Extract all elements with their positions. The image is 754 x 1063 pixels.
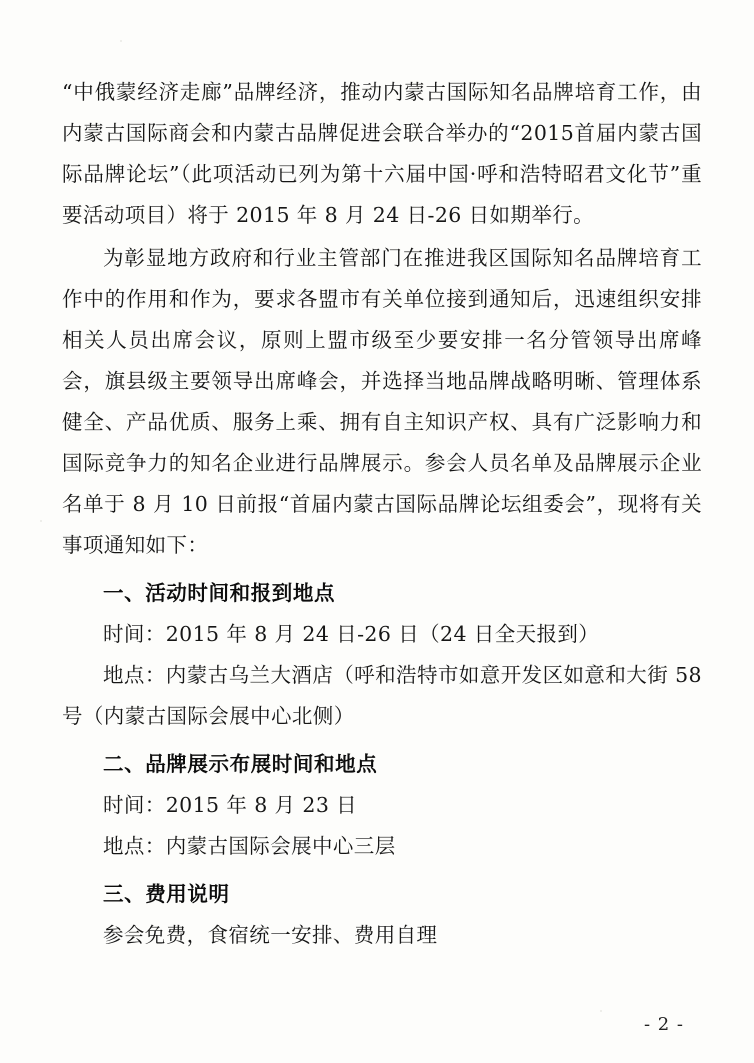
section-1-line-1: 时间：2015 年 8 月 24 日-26 日（24 日全天报到）: [103, 622, 600, 646]
paper-speck: [40, 520, 42, 522]
paper-speck: [120, 40, 122, 42]
document-body: [62, 72, 702, 956]
section-2-line-2: 地点：内蒙古国际会展中心三层: [103, 834, 396, 858]
paragraph-2: 为彰显地方政府和行业主管部门在推进我区国际知名品牌培育工作中的作用和作为，要求各盟市有关单位接到通知后，迅速组织安排相关人员出席会议，原则上盟市级至少要安排一名分管领导出席峰会，旗县级主要领导出席峰会，并选择当地品牌战略明晰、管理体系健全、产品优质、服务上乘、拥有自主知识产权、具有广泛影响力和国际竞争力的知名企业进行品牌展示。参会人员名单及品牌展示企业名单于 8 月 10 日前报“首届内蒙古国际品牌论坛组委会”，现将有关事项通知如下：: [62, 246, 702, 557]
page-number: - 2 -: [643, 1014, 684, 1035]
section-heading-1: 一、活动时间和报到地点: [103, 581, 336, 605]
section-heading-2: 二、品牌展示布展时间和地点: [103, 752, 378, 776]
section-heading-3: 三、费用说明: [103, 882, 230, 906]
paper-speck: [600, 1010, 602, 1012]
paragraph-1: “中俄蒙经济走廊”品牌经济，推动内蒙古国际知名品牌培育工作，由内蒙古国际商会和内蒙古品牌促进会联合举办的“2015首届内蒙古国际品牌论坛”（此项活动已列为第十六届中国·呼和浩特昭君文化节”重要活动项目）将于 2015 年 8 月 24 日-26 日如期举行。: [62, 80, 702, 227]
section-2-line-1: 时间：2015 年 8 月 23 日: [103, 793, 358, 817]
section-3-line-1: 参会免费，食宿统一安排、费用自理: [103, 923, 438, 947]
section-1-line-2: 地点：内蒙古乌兰大酒店（呼和浩特市如意开发区如意和大街 58 号（内蒙古国际会展中心北侧）: [62, 663, 702, 728]
